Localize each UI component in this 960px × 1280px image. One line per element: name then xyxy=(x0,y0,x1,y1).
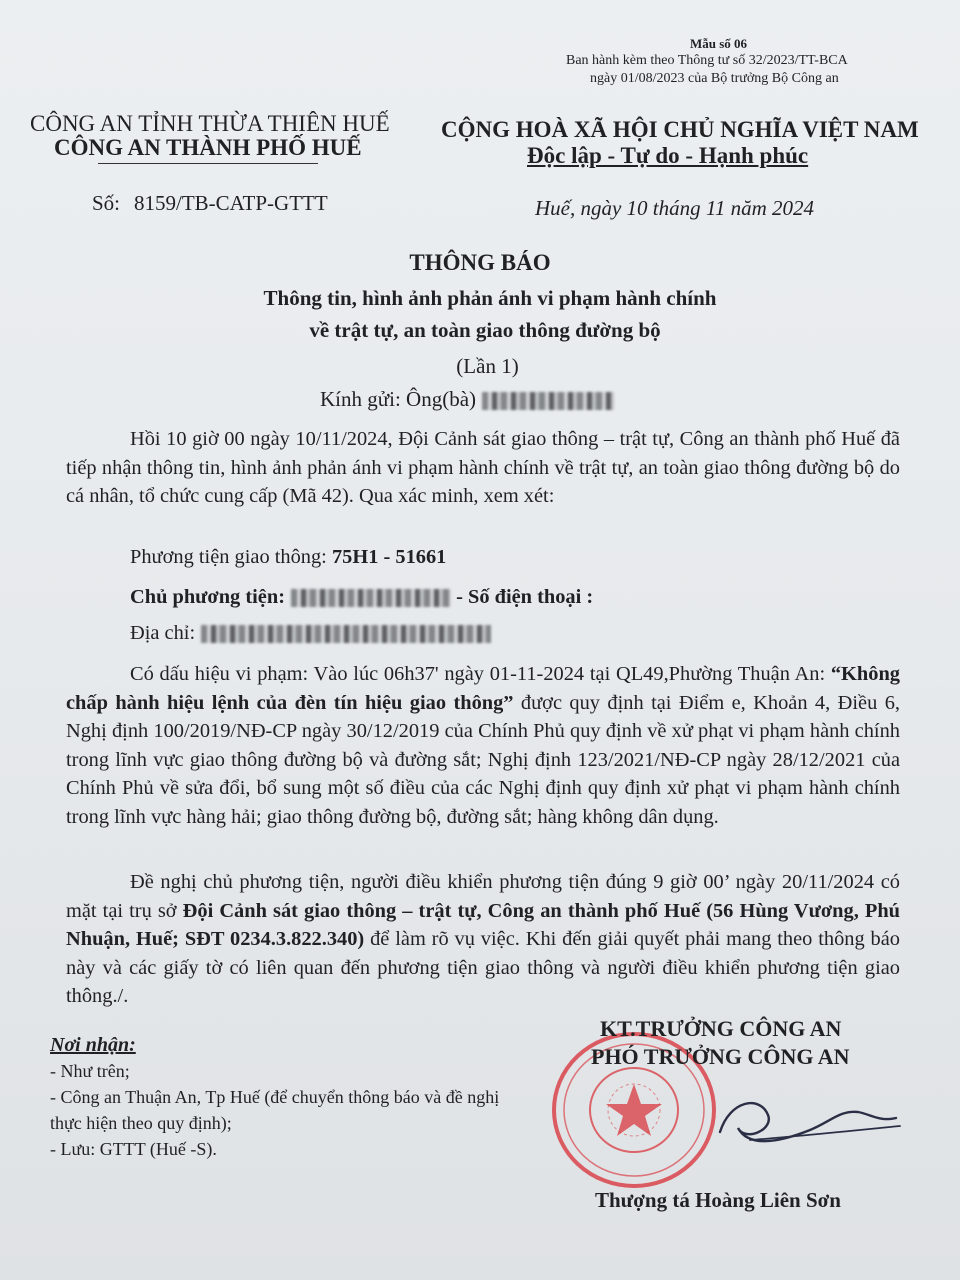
vehicle-plate: 75H1 - 51661 xyxy=(331,546,447,568)
form-issued-line2: ngày 01/08/2023 của Bộ trưởng Bộ Công an xyxy=(590,71,839,86)
nation-motto: Độc lập - Tự do - Hạnh phúc xyxy=(527,143,809,168)
document-subtitle-1: Thông tin, hình ảnh phản ánh vi phạm hành chính xyxy=(263,286,717,310)
request-instructions: để làm rõ vụ việc. Khi đến giải quyết phải mang theo thông báo này và các giấy tờ có liên quan đến phương tiện giao thông và người điều khiển phương tiện giao thông./. xyxy=(66,928,900,1008)
signatory-line2: PHÓ TRƯỞNG CÔNG AN xyxy=(591,1044,850,1069)
signatory-line1: KT.TRƯỞNG CÔNG AN xyxy=(600,1016,842,1041)
agency-parent: CÔNG AN TỈNH THỪA THIÊN HUẾ xyxy=(30,111,390,136)
form-number: Mẫu số 06 xyxy=(690,36,748,51)
recipients-heading: Nơi nhận: xyxy=(50,1034,136,1056)
place-date: Huế, ngày 10 tháng 11 năm 2024 xyxy=(535,196,814,220)
addressee-label: Kính gửi: Ông(bà) xyxy=(320,387,477,411)
violation-intro: Có dấu hiệu vi phạm: Vào lúc 06h37' ngày 01-11-2024 tại QL49,Phường Thuận An: xyxy=(130,663,831,685)
form-issued-line1: Ban hành kèm theo Thông tư số 32/2023/TT-BCA xyxy=(566,53,848,68)
recipient-item: - Công an Thuận An, Tp Huế (để chuyển thông báo và đề nghị thực hiện theo quy định); xyxy=(50,1087,500,1133)
document-number xyxy=(92,191,328,216)
recipients-block xyxy=(50,1032,520,1162)
document-number-value: 8159/TB-CATP-GTTT xyxy=(134,191,328,215)
paragraph-intro xyxy=(66,425,900,511)
handwritten-signature xyxy=(690,1070,910,1190)
request-intro: Đề nghị chủ phương tiện, người điều khiển phương tiện đúng 9 giờ 00’ ngày 20/11/2024 có mặt tại trụ sở xyxy=(66,871,900,922)
signatory-name: Thượng tá Hoàng Liên Sơn xyxy=(595,1188,841,1212)
phone-label: - Số điện thoại : xyxy=(456,586,594,608)
field-vehicle xyxy=(130,546,446,569)
paragraph-violation xyxy=(66,660,900,832)
owner-label: Chủ phương tiện: xyxy=(130,586,285,608)
paragraph-request xyxy=(66,868,900,1011)
violation-description: “Không chấp hành hiệu lệnh của đèn tín hiệu giao thông” xyxy=(66,663,900,714)
redacted-address xyxy=(201,625,491,643)
field-address xyxy=(130,622,491,645)
recipient-item: - Lưu: GTTT (Huế -S). xyxy=(50,1139,217,1159)
field-owner xyxy=(130,586,593,609)
paragraph-intro-text: Hồi 10 giờ 00 ngày 10/11/2024, Đội Cảnh sát giao thông – trật tự, Công an thành phố Huế đã tiếp nhận thông tin, hình ảnh phản ánh vi phạm hành chính về trật tự, an toàn giao thông đường bộ do cá nhân, tổ chức cung cấp (Mã 42). Qua xác minh, xem xét: xyxy=(66,428,900,508)
attempt-number: (Lần 1) xyxy=(456,354,519,378)
document-title: THÔNG BÁO xyxy=(409,250,551,275)
addressee xyxy=(320,387,614,412)
agency-underline xyxy=(98,163,318,164)
document-subtitle-2: về trật tự, an toàn giao thông đường bộ xyxy=(309,318,661,342)
address-label: Địa chỉ: xyxy=(130,622,196,644)
request-location: Đội Cảnh sát giao thông – trật tự, Công an thành phố Huế (56 Hùng Vương, Phú Nhuận, Huế; SĐT 0234.3.822.340) xyxy=(66,899,901,951)
violation-legal-basis: được quy định tại Điểm e, Khoản 4, Điều 6, Nghị định 100/2019/NĐ-CP ngày 30/12/2019 của Chính Phủ quy định về xử phạt vi phạm hành chính trong lĩnh vực giao thông đường bộ và đường sắt; Nghị định 123/2021/NĐ-CP ngày 28/12/2021 của Chính Phủ về sửa đổi, bổ sung một số điều của các Nghị định quy định xử phạt vi phạm hành chính trong lĩnh vực hàng hải; giao thông đường bộ, đường sắt; hàng không dân dụng. xyxy=(66,691,900,828)
redacted-name xyxy=(482,392,614,410)
document-number-label: Số: xyxy=(92,191,121,215)
agency-name: CÔNG AN THÀNH PHỐ HUẾ xyxy=(54,135,362,160)
nation-name: CỘNG HOÀ XÃ HỘI CHỦ NGHĨA VIỆT NAM xyxy=(441,117,919,142)
vehicle-label: Phương tiện giao thông: xyxy=(130,546,327,568)
redacted-owner xyxy=(291,589,451,607)
recipient-item: - Như trên; xyxy=(50,1061,130,1081)
